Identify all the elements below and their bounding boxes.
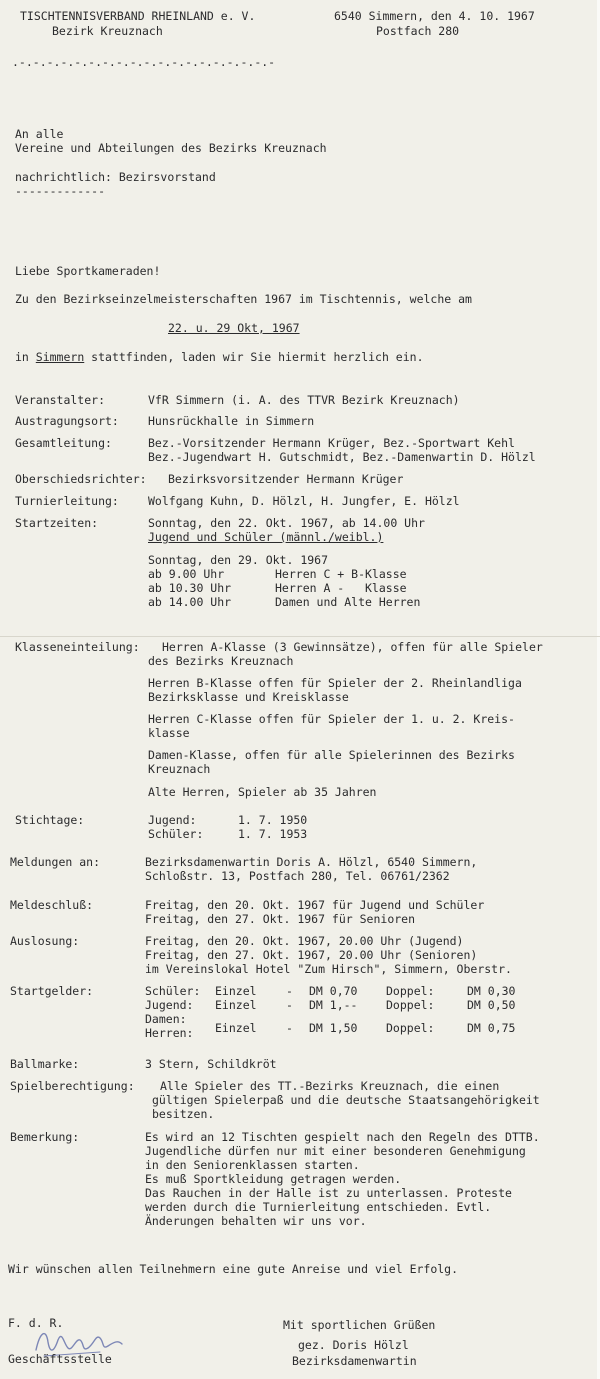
recipients-cc: nachrichtlich: Bezirsvorstand bbox=[15, 170, 216, 184]
bemerkung-line: Änderungen behalten wir uns vor. bbox=[145, 1214, 367, 1228]
spielberechtigung-label: Spielberechtigung: bbox=[10, 1079, 135, 1093]
fee-single: Einzel bbox=[215, 998, 257, 1012]
fee-double: Doppel: bbox=[386, 1021, 435, 1035]
stichtage-label: Stichtage: bbox=[15, 813, 85, 827]
intro-line2-prefix: in bbox=[15, 350, 36, 364]
klassen-a1: Herren A-Klasse (3 Gewinnsätze), offen für alle Spieler bbox=[162, 640, 543, 654]
detail-value: Bez.-Vorsitzender Hermann Krüger, Bez.-Sportwart Kehl bbox=[148, 436, 515, 450]
klassen-b1: Herren B-Klasse offen für Spieler der 2. Rheinlandliga bbox=[148, 676, 522, 690]
closing-greeting: Mit sportlichen Grüßen bbox=[283, 1318, 436, 1332]
fee-double-amount: DM 0,50 bbox=[467, 998, 516, 1012]
klassen-e1: Alte Herren, Spieler ab 35 Jahren bbox=[148, 785, 377, 799]
closing-wish: Wir wünschen allen Teilnehmern eine gute Anreise und viel Erfolg. bbox=[8, 1262, 459, 1276]
slot-group: Damen und Alte Herren bbox=[275, 595, 421, 609]
intro-line1: Zu den Bezirkseinzelmeisterschaften 1967 im Tischtennis, welche am bbox=[15, 292, 472, 306]
auslosung-line3: im Vereinslokal Hotel "Zum Hirsch", Simmern, Oberstr. bbox=[145, 962, 512, 976]
startzeiten-day1-group: Jugend und Schüler (männl./weibl.) bbox=[148, 530, 384, 544]
spielberechtigung-line2: gültigen Spielerpaß und die deutsche Staatsangehörigkeit bbox=[152, 1093, 540, 1107]
letterhead-district: Bezirk Kreuznach bbox=[52, 24, 163, 38]
intro-line2-suffix: stattfinden, laden wir Sie hiermit herzlich ein. bbox=[84, 350, 424, 364]
startgelder-label: Startgelder: bbox=[10, 984, 94, 998]
letterhead-separator: .-.-.-.-.-.-.-.-.-.-.-.-.-.-.-.-.-.-.- bbox=[12, 55, 276, 69]
slot-time: ab 14.00 Uhr bbox=[148, 595, 232, 609]
klassen-d2: Kreuznach bbox=[148, 762, 211, 776]
ballmarke-value: 3 Stern, Schildkröt bbox=[145, 1057, 277, 1071]
auslosung-line2: Freitag, den 27. Okt. 1967, 20.00 Uhr (Senioren) bbox=[145, 948, 478, 962]
startzeiten-day2: Sonntag, den 29. Okt. 1967 bbox=[148, 553, 329, 567]
detail-label: Austragungsort: bbox=[15, 414, 119, 428]
signed-by: gez. Doris Hölzl bbox=[298, 1338, 409, 1352]
detail-label: Veranstalter: bbox=[15, 393, 106, 407]
detail-label: Gesamtleitung: bbox=[15, 436, 112, 450]
recipients-cc-underline: ------------- bbox=[15, 184, 106, 198]
detail-value: Bez.-Jugendwart H. Gutschmidt, Bez.-Damenwartin D. Hölzl bbox=[148, 450, 536, 464]
event-place: Simmern bbox=[35, 350, 85, 364]
event-dates: 22. u. 29 Okt, 1967 bbox=[168, 321, 300, 335]
bemerkung-line: Das Rauchen in der Halle ist zu unterlassen. Proteste bbox=[145, 1186, 512, 1200]
spielberechtigung-line1: Alle Spieler des TT.-Bezirks Kreuznach, die einen bbox=[160, 1079, 500, 1093]
stichtag-group: Jugend: bbox=[148, 813, 197, 827]
stichtag-date: 1. 7. 1950 bbox=[238, 813, 308, 827]
meldungen-line2: Schloßstr. 13, Postfach 280, Tel. 06761/2362 bbox=[145, 869, 450, 883]
fee-dash: - bbox=[286, 1021, 293, 1035]
fee-group: Schüler: bbox=[145, 984, 201, 998]
ballmarke-label: Ballmarke: bbox=[10, 1057, 80, 1071]
fee-single-amount: DM 0,70 bbox=[309, 984, 358, 998]
meldungen-label: Meldungen an: bbox=[10, 855, 101, 869]
fee-single: Einzel bbox=[215, 1021, 257, 1035]
letterhead-postbox: Postfach 280 bbox=[376, 24, 460, 38]
slot-group: Herren C + B-Klasse bbox=[275, 567, 407, 581]
spielberechtigung-line3: besitzen. bbox=[152, 1107, 215, 1121]
recipients-line1: An alle bbox=[15, 127, 64, 141]
fee-group: Damen: bbox=[145, 1012, 187, 1026]
auslosung-line1: Freitag, den 20. Okt. 1967, 20.00 Uhr (Jugend) bbox=[145, 934, 464, 948]
salutation: Liebe Sportkameraden! bbox=[15, 264, 161, 278]
startzeiten-label: Startzeiten: bbox=[15, 516, 99, 530]
klassen-c2: klasse bbox=[148, 726, 190, 740]
paper-fold-line bbox=[0, 636, 600, 637]
bemerkung-line: in den Seniorenklassen starten. bbox=[145, 1158, 360, 1172]
office-label: Geschäftsstelle bbox=[8, 1352, 112, 1366]
fee-group: Jugend: bbox=[145, 998, 194, 1012]
startzeiten-day1: Sonntag, den 22. Okt. 1967, ab 14.00 Uhr bbox=[148, 516, 425, 530]
fdr-label: F. d. R. bbox=[8, 1316, 64, 1330]
detail-value: Wolfgang Kuhn, D. Hölzl, H. Jungfer, E. Hölzl bbox=[148, 494, 460, 508]
detail-value: Bezirksvorsitzender Hermann Krüger bbox=[168, 472, 404, 486]
fee-double: Doppel: bbox=[386, 984, 435, 998]
bemerkung-line: Jugendliche dürfen nur mit einer besonderen Genehmigung bbox=[145, 1144, 526, 1158]
fee-double: Doppel: bbox=[386, 998, 435, 1012]
meldungen-line1: Bezirksdamenwartin Doris A. Hölzl, 6540 Simmern, bbox=[145, 855, 478, 869]
fee-single: Einzel bbox=[215, 984, 257, 998]
fee-single-amount: DM 1,50 bbox=[309, 1021, 358, 1035]
klassen-c1: Herren C-Klasse offen für Spieler der 1. u. 2. Kreis- bbox=[148, 712, 515, 726]
klassen-d1: Damen-Klasse, offen für alle Spielerinnen des Bezirks bbox=[148, 748, 515, 762]
bemerkung-line: Es muß Sportkleidung getragen werden. bbox=[145, 1172, 402, 1186]
recipients-line2: Vereine und Abteilungen des Bezirks Kreuznach bbox=[15, 141, 327, 155]
detail-value: VfR Simmern (i. A. des TTVR Bezirk Kreuznach) bbox=[148, 393, 460, 407]
fee-dash: - bbox=[286, 984, 293, 998]
klassen-label: Klasseneinteilung: bbox=[15, 640, 140, 654]
stichtag-group: Schüler: bbox=[148, 827, 204, 841]
fee-double-amount: DM 0,75 bbox=[467, 1021, 516, 1035]
klassen-b2: Bezirksklasse und Kreisklasse bbox=[148, 690, 349, 704]
letterhead-org: TISCHTENNISVERBAND RHEINLAND e. V. bbox=[20, 9, 256, 23]
bemerkung-line: Es wird an 12 Tischten gespielt nach den Regeln des DTTB. bbox=[145, 1130, 540, 1144]
auslosung-label: Auslosung: bbox=[10, 934, 80, 948]
detail-label: Oberschiedsrichter: bbox=[15, 472, 147, 486]
slot-time: ab 10.30 Uhr bbox=[148, 581, 232, 595]
slot-group: Herren A - Klasse bbox=[275, 581, 407, 595]
bemerkung-line: werden durch die Turnierleitung entschieden. Evtl. bbox=[145, 1200, 492, 1214]
bemerkung-label: Bemerkung: bbox=[10, 1130, 80, 1144]
fee-dash: - bbox=[286, 998, 293, 1012]
signer-role: Bezirksdamenwartin bbox=[292, 1354, 417, 1368]
stichtag-date: 1. 7. 1953 bbox=[238, 827, 308, 841]
fee-single-amount: DM 1,-- bbox=[309, 998, 358, 1012]
meldeschluss-line1: Freitag, den 20. Okt. 1967 für Jugend und Schüler bbox=[145, 898, 485, 912]
intro-line2 bbox=[15, 350, 424, 364]
letterhead-place-date: 6540 Simmern, den 4. 10. 1967 bbox=[334, 9, 535, 23]
detail-label: Turnierleitung: bbox=[15, 494, 119, 508]
fee-double-amount: DM 0,30 bbox=[467, 984, 516, 998]
meldeschluss-line2: Freitag, den 27. Okt. 1967 für Senioren bbox=[145, 912, 416, 926]
fee-group: Herren: bbox=[145, 1026, 194, 1040]
slot-time: ab 9.00 Uhr bbox=[148, 567, 225, 581]
klassen-a2: des Bezirks Kreuznach bbox=[148, 654, 294, 668]
meldeschluss-label: Meldeschluß: bbox=[10, 898, 94, 912]
detail-value: Hunsrückhalle in Simmern bbox=[148, 414, 315, 428]
